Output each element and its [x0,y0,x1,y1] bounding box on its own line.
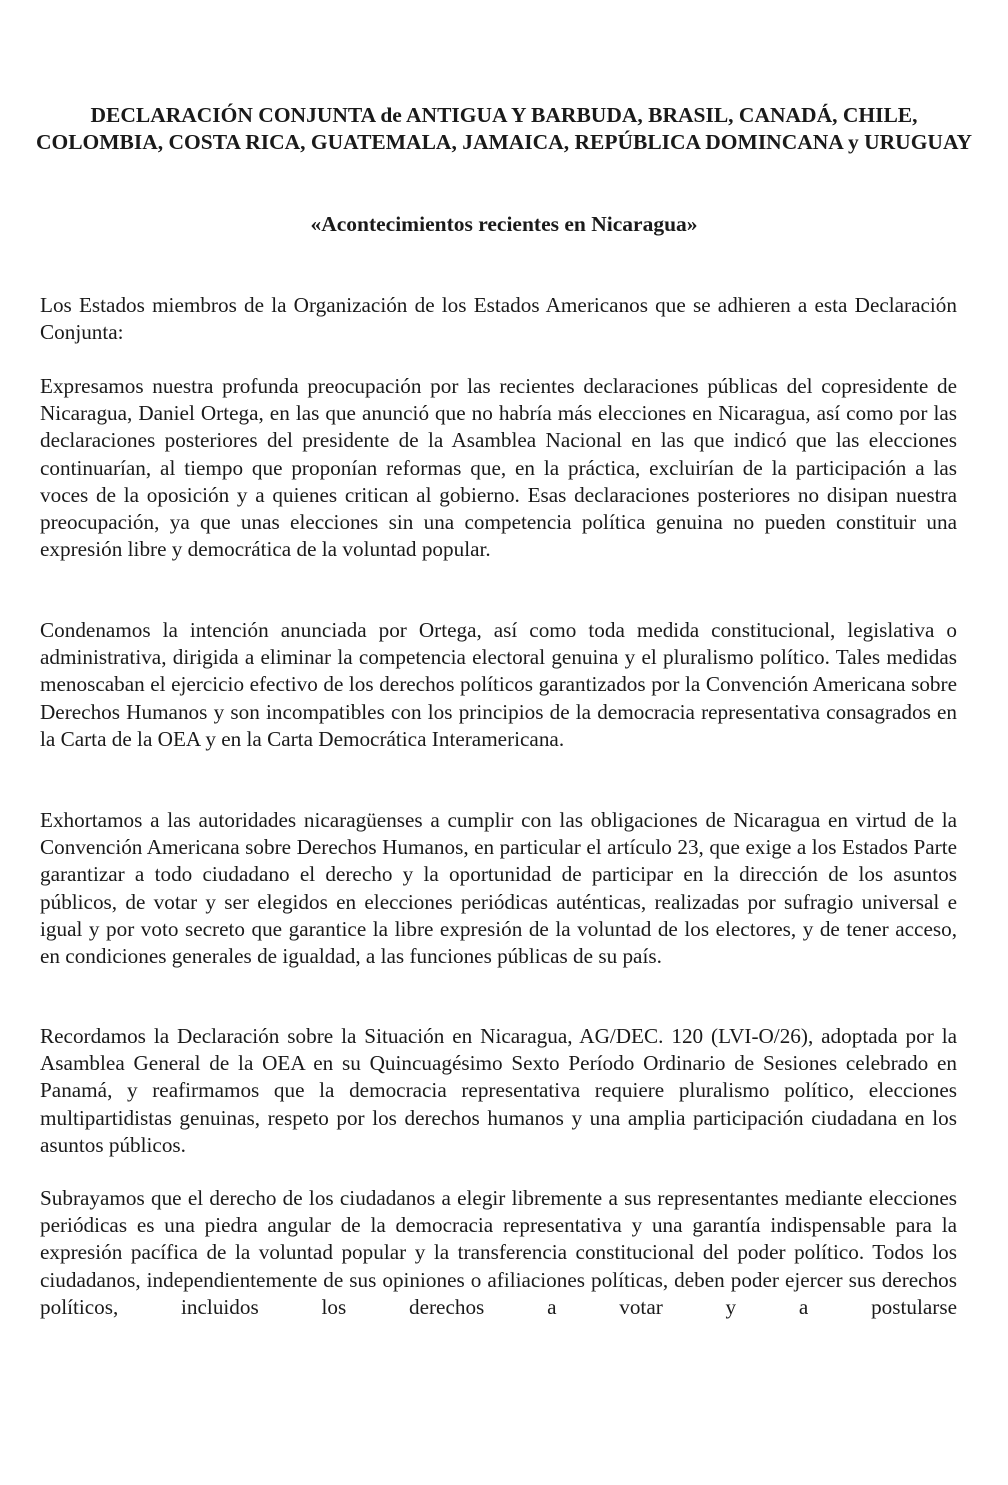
paragraph-concern: Expresamos nuestra profunda preocupación por las recientes declaraciones públicas del copresidente de Nicaragua, Daniel Ortega, en las que anunció que no habría más elecciones en Nicaragua, así como por las declaraciones posteriores del presidente de la Asamblea Nacional en las que indicó que las elecciones continuarían, al tiempo que proponían reformas que, en la práctica, excluirían de la participación a las voces de la oposición y a quienes critican al gobierno. Esas declaraciones posteriores no disipan nuestra preocupación, ya que unas elecciones sin una competencia política genuina no pueden constituir una expresión libre y democrática de la voluntad popular. [40,374,957,562]
paragraph-exhortation: Exhortamos a las autoridades nicaragüenses a cumplir con las obligaciones de Nicaragua en virtud de la Convención Americana sobre Derechos Humanos, en particular el artículo 23, que exige a los Estados Parte garantizar a todo ciudadano el derecho y la oportunidad de participar en la dirección de los asuntos públicos, de votar y ser elegidos en elecciones periódicas auténticas, realizadas por sufragio universal e igual y por voto secreto que garantice la libre expresión de la voluntad de los electores, y de tener acceso, en condiciones generales de igualdad, a las funciones públicas de su país. [40,808,957,969]
document-subtitle: «Acontecimientos recientes en Nicaragua» [310,212,698,236]
paragraph-condemnation: Condenamos la intención anunciada por Ortega, así como toda medida constitucional, legislativa o administrativa, dirigida a eliminar la competencia electoral genuina y el pluralismo político. Tales medidas menoscaban el ejercicio efectivo de los derechos políticos garantizados por la Convención Americana sobre Derechos Humanos y son incompatibles con los principios de la democracia representativa consagrados en la Carta de la OEA y en la Carta Democrática Interamericana. [40,618,957,751]
paragraph-recall: Recordamos la Declaración sobre la Situación en Nicaragua, AG/DEC. 120 (LVI-O/26), adoptada por la Asamblea General de la OEA en su Quincuagésimo Sexto Período Ordinario de Sesiones celebrado en Panamá, y reafirmamos que la democracia representativa requiere pluralismo político, elecciones multipartidistas genuinas, respeto por los derechos humanos y una amplia participación ciudadana en los asuntos públicos. [40,1024,957,1157]
document-title: DECLARACIÓN CONJUNTA de ANTIGUA Y BARBUDA, BRASIL, CANADÁ, CHILE, COLOMBIA, COSTA RICA, GUATEMALA, JAMAICA, REPÚBLICA DOMINCANA y URUGUAY [35,103,973,154]
paragraph-emphasis: Subrayamos que el derecho de los ciudadanos a elegir libremente a sus representantes mediante elecciones periódicas es una piedra angular de la democracia representativa y una garantía indispensable para la expresión pacífica de la voluntad popular y la transferencia constitucional del poder político. Todos los ciudadanos, independientemente de sus opiniones o afiliaciones políticas, deben poder ejercer sus derechos políticos, incluidos los derechos a votar y a postularse [40,1186,957,1319]
paragraph-intro: Los Estados miembros de la Organización de los Estados Americanos que se adhieren a esta Declaración Conjunta: [40,293,957,345]
